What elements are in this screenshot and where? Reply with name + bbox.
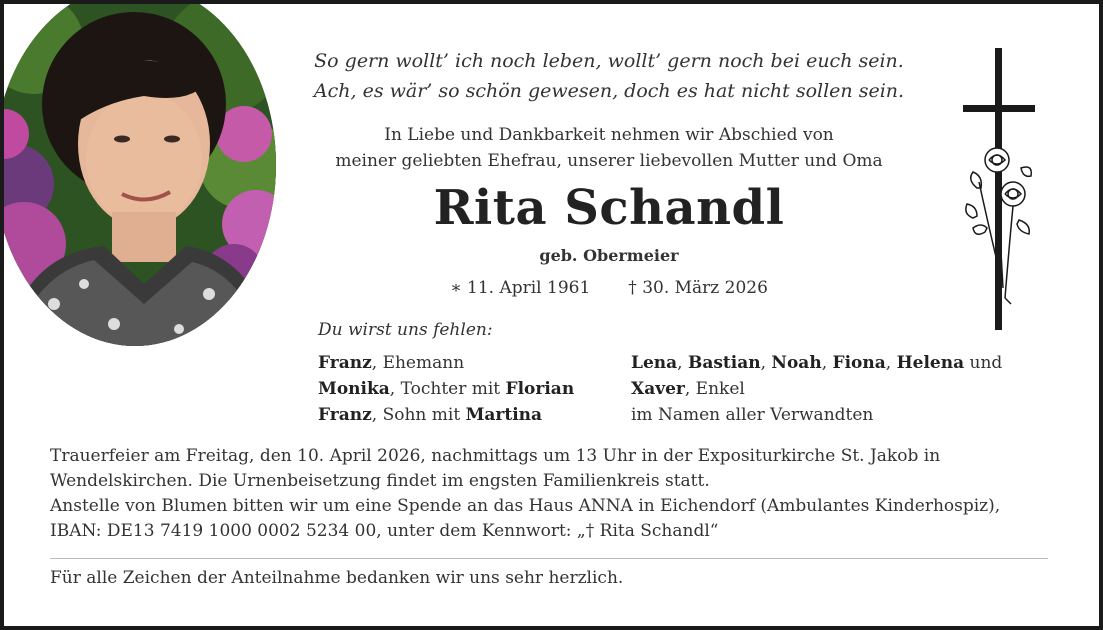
- portrait-image: [0, 0, 276, 346]
- grandchild-name: Bastian: [687, 353, 761, 373]
- separator: ,: [677, 353, 688, 373]
- survivor-name: Franz: [318, 353, 372, 373]
- intro-text: [274, 122, 944, 174]
- survivor-name: Monika: [318, 379, 390, 399]
- cross-icon: [959, 48, 1041, 334]
- intro-line-1: In Liebe und Dankbarkeit nehmen wir Abschied von: [384, 125, 834, 145]
- verse-line-1: So gern wollt’ ich noch leben, wollt’ gern noch bei euch sein.: [314, 50, 904, 72]
- survivor-row: [318, 376, 618, 402]
- separator: ,: [760, 353, 772, 373]
- survivor-relation: , Sohn mit: [371, 405, 466, 425]
- grandchild-name: Fiona: [832, 353, 886, 373]
- grandchild-name: Noah: [771, 353, 822, 373]
- grandchildren-row: [631, 350, 1051, 376]
- thanks-line: Für alle Zeichen der Anteilnahme bedanken wir uns sehr herzlich.: [50, 568, 624, 588]
- survivor-row: [318, 402, 618, 428]
- ceremony-paragraph: Trauerfeier am Freitag, den 10. April 2026, nachmittags um 13 Uhr in der Expositurkirche St. Jakob in Wendelskirchen. Die Urnenbeisetzung findet im engsten Familienkreis statt.: [50, 446, 941, 491]
- grandchild-name: Xaver: [631, 379, 685, 399]
- survivor-partner-name: Martina: [465, 405, 543, 425]
- grandchildren-row: [631, 376, 1051, 402]
- survivors-right: [631, 350, 1051, 428]
- grandchild-name: Helena: [896, 353, 965, 373]
- portrait-photo: [0, 0, 276, 346]
- donation-paragraph: Anstelle von Blumen bitten wir um eine Spende an das Haus ANNA in Eichendorf (Ambulantes Kinderhospiz), IBAN: DE13 7419 1000 0002 5234 00, unter dem Kennwort: „† Rita Schandl“: [50, 496, 1001, 541]
- miss-line: Du wirst uns fehlen:: [318, 320, 493, 340]
- death-date: † 30. März 2026: [628, 278, 768, 298]
- survivors-left: [318, 350, 618, 428]
- separator: ,: [821, 353, 833, 373]
- cross-with-roses: [959, 48, 1041, 334]
- verse: [304, 46, 914, 106]
- birth-date: ∗ 11. April 1961: [450, 278, 591, 298]
- verse-line-2: Ach, es wär’ so schön gewesen, doch es hat nicht sollen sein.: [313, 80, 905, 102]
- birth-name: geb. Obermeier: [539, 246, 679, 265]
- deceased-name: Rita Schandl: [433, 180, 785, 236]
- life-dates: [304, 278, 914, 298]
- survivor-name: Franz: [318, 405, 372, 425]
- survivor-partner-name: Florian: [505, 379, 575, 399]
- survivor-relation: , Enkel: [684, 379, 745, 399]
- divider: [50, 558, 1048, 559]
- grandchild-name: Lena: [631, 353, 678, 373]
- relatives-row: im Namen aller Verwandten: [631, 405, 874, 425]
- survivor-relation: , Tochter mit: [389, 379, 506, 399]
- separator: und: [964, 353, 1003, 373]
- ceremony-info: [50, 444, 1050, 544]
- survivor-relation: , Ehemann: [371, 353, 465, 373]
- separator: ,: [885, 353, 897, 373]
- survivor-row: [318, 350, 618, 376]
- intro-line-2: meiner geliebten Ehefrau, unserer liebevollen Mutter und Oma: [335, 151, 883, 171]
